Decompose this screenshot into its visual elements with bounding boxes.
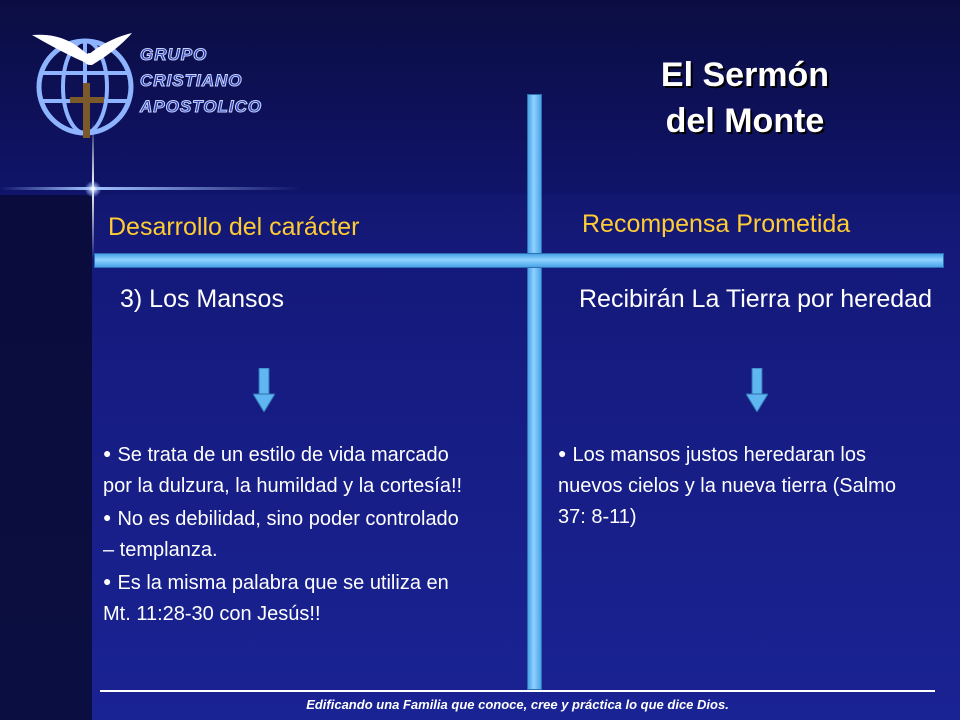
left-panel — [0, 195, 92, 720]
list-item-text: Los mansos justos heredaran los nuevos cielos y la nueva tierra (Salmo 37: 8-11) — [558, 444, 896, 528]
list-item-text: No es debilidad, sino poder controlado – templanza. — [103, 508, 459, 561]
list-item-text: Se trata de un estilo de vida marcado por la dulzura, la humildad y la cortesía!! — [103, 444, 463, 497]
right-column-heading: Recompensa Prometida — [582, 210, 851, 238]
light-flare-icon — [85, 181, 101, 197]
org-name — [140, 42, 262, 120]
right-bullet-list — [558, 438, 918, 533]
bullet-icon: ● — [103, 445, 112, 461]
list-item — [558, 438, 918, 533]
arrow-down-icon — [253, 368, 275, 412]
left-column-heading: Desarrollo del carácter — [108, 213, 360, 241]
org-name-line-1: GRUPO — [140, 45, 208, 64]
bullet-icon: ● — [558, 445, 567, 461]
slide-title-line-2: del Monte — [665, 102, 825, 140]
vertical-divider — [527, 94, 542, 690]
light-flare-horizontal — [0, 187, 300, 190]
slide-title — [595, 52, 895, 144]
list-item — [103, 502, 463, 566]
bullet-icon: ● — [103, 509, 112, 525]
slide-title-line-1: El Sermón — [660, 56, 830, 94]
dove-globe-cross-icon — [30, 25, 140, 140]
horizontal-divider — [94, 253, 944, 268]
list-item — [103, 438, 463, 502]
arrow-down-icon — [746, 368, 768, 412]
footer-divider — [100, 690, 935, 692]
footer-tagline: Edificando una Familia que conoce, cree y práctica lo que dice Dios. — [306, 697, 729, 712]
bullet-icon: ● — [103, 573, 112, 589]
right-subject: Recibirán La Tierra por heredad — [579, 285, 932, 313]
left-bullet-list — [103, 438, 463, 630]
org-name-line-3: APOSTOLICO — [140, 97, 263, 116]
list-item — [103, 566, 463, 630]
left-subject: 3) Los Mansos — [120, 285, 284, 313]
org-name-line-2: CRISTIANO — [140, 71, 243, 90]
list-item-text: Es la misma palabra que se utiliza en Mt. 11:28-30 con Jesús!! — [103, 572, 449, 625]
